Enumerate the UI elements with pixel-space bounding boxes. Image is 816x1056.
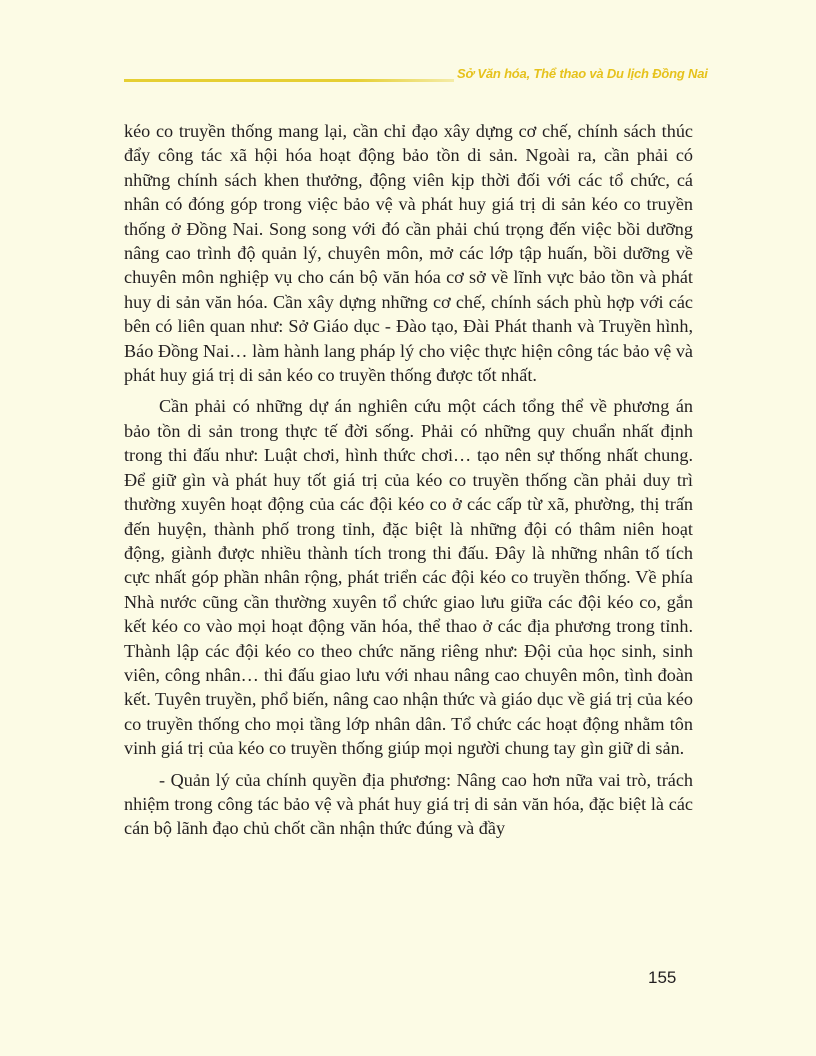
paragraph: kéo co truyền thống mang lại, cần chỉ đạo xây dựng cơ chế, chính sách thúc đẩy công tác xã hội hóa hoạt động bảo tồn di sản. Ngoài ra, cần phải có những chính sách khen thưởng, động viên kịp thời đối với các tổ chức, cá nhân có đóng góp trong việc bảo vệ và phát huy giá trị di sản kéo co truyền thống ở Đồng Nai. Song song với đó cần phải chú trọng đến việc bồi dưỡng nâng cao trình độ quản lý, chuyên môn, mở các lớp tập huấn, bồi dưỡng về chuyên môn nghiệp vụ cho cán bộ văn hóa cơ sở về lĩnh vực bảo tồn và phát huy di sản văn hóa. Cần xây dựng những cơ chế, chính sách phù hợp với các bên có liên quan như: Sở Giáo dục - Đào tạo, Đài Phát thanh và Truyền hình, Báo Đồng Nai… làm hành lang pháp lý cho việc thực hiện công tác bảo vệ và phát huy giá trị di sản kéo co truyền thống được tốt nhất. <box>124 121 693 386</box>
page-number: 155 <box>648 968 677 987</box>
header-rule <box>124 79 454 82</box>
running-header: Sở Văn hóa, Thể thao và Du lịch Đồng Nai <box>457 66 708 81</box>
paragraph: - Quản lý của chính quyền địa phương: Nâng cao hơn nữa vai trò, trách nhiệm trong công tác bảo vệ và phát huy giá trị di sản văn hóa, đặc biệt là các cán bộ lãnh đạo chủ chốt cần nhận thức đúng và đầy <box>124 769 693 839</box>
body-text <box>124 119 693 841</box>
paragraph: Cần phải có những dự án nghiên cứu một cách tổng thể về phương án bảo tồn di sản trong thực tế đời sống. Phải có những quy chuẩn nhất định trong thi đấu như: Luật chơi, hình thức chơi… tạo nên sự thống nhất chung. Để giữ gìn và phát huy tốt giá trị của kéo co truyền thống cần phải duy trì thường xuyên hoạt động của các đội kéo co ở các cấp từ xã, phường, thị trấn đến huyện, thành phố trong tỉnh, đặc biệt là những đội có thâm niên hoạt động, giành được nhiều thành tích trong thi đấu. Đây là những nhân tố tích cực nhất góp phần nhân rộng, phát triển các đội kéo co truyền thống. Về phía Nhà nước cũng cần thường xuyên tổ chức giao lưu giữa các đội kéo co, gắn kết kéo co vào mọi hoạt động văn hóa, thể thao ở các địa phương trong tỉnh. Thành lập các đội kéo co theo chức năng riêng như: Đội của học sinh, sinh viên, công nhân… thi đấu giao lưu với nhau nâng cao chuyên môn, tình đoàn kết. Tuyên truyền, phổ biến, nâng cao nhận thức và giáo dục về giá trị của kéo co truyền thống cho mọi tầng lớp nhân dân. Tổ chức các hoạt động nhằm tôn vinh giá trị của kéo co truyền thống giúp mọi người chung tay gìn giữ di sản. <box>124 396 693 759</box>
